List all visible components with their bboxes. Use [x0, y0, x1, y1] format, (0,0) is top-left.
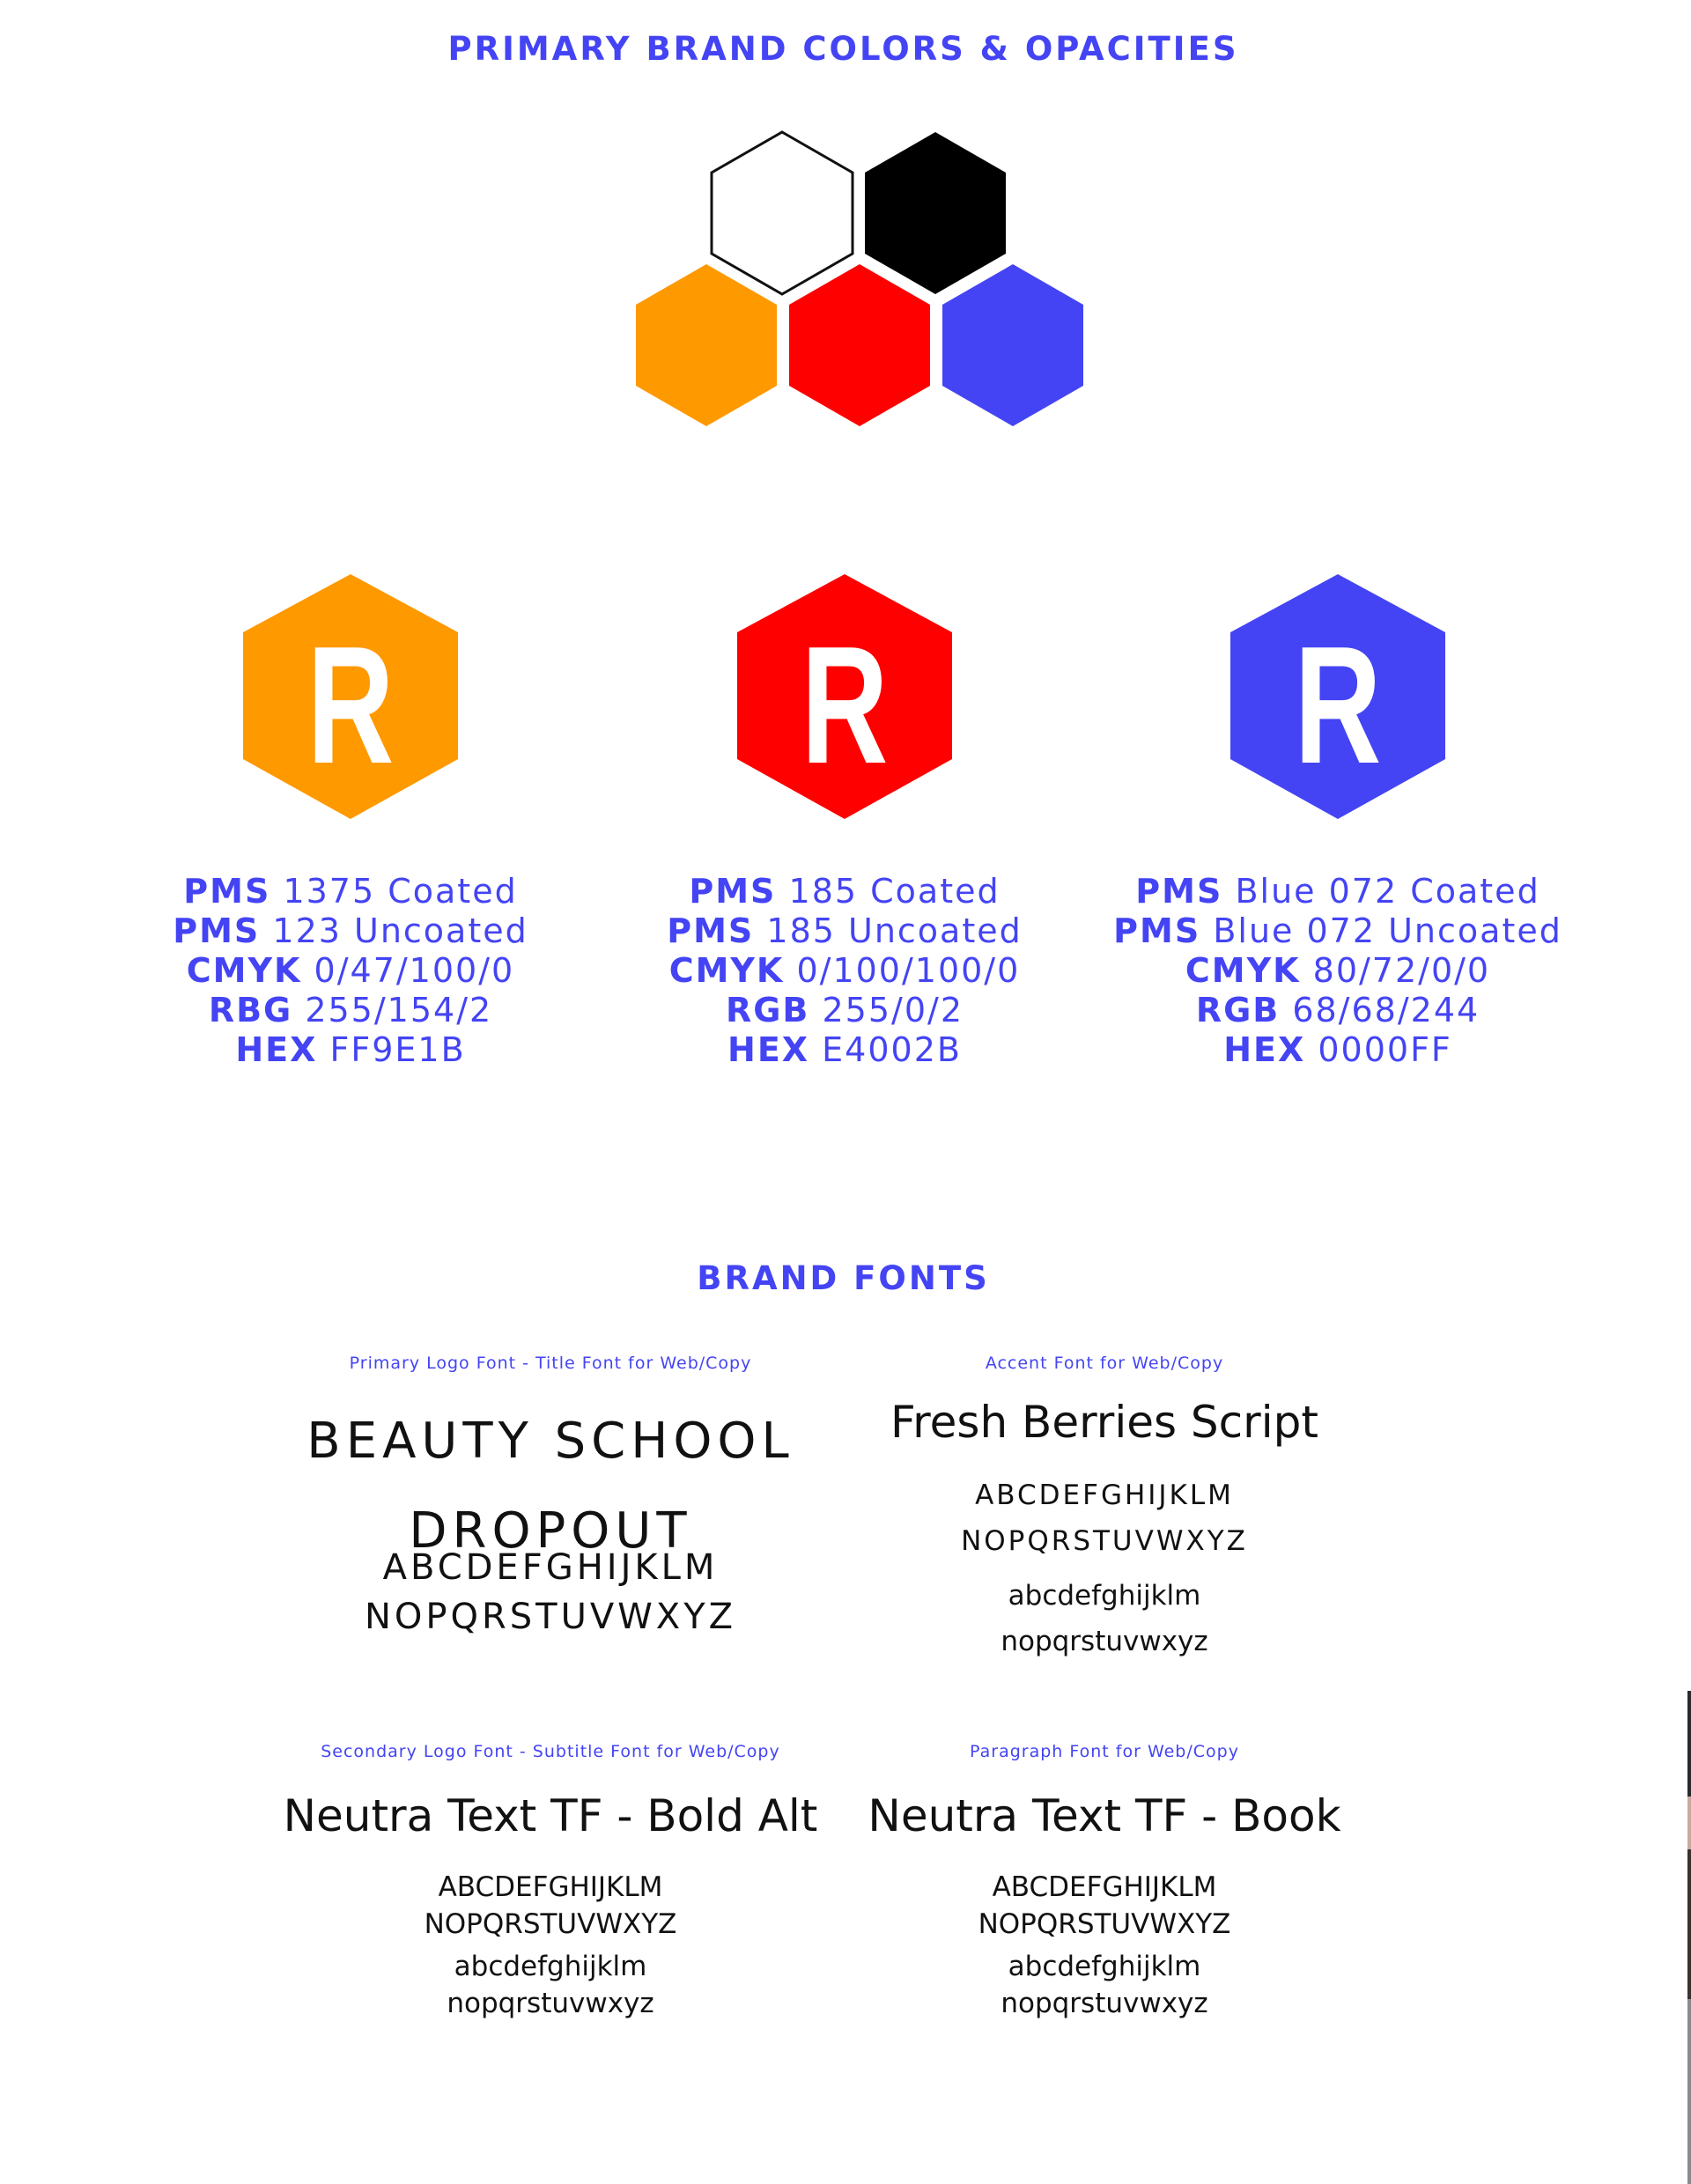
blue-hexagon	[942, 264, 1083, 426]
cmyk-line	[104, 951, 597, 991]
orange-hexagon	[636, 264, 777, 426]
fonts-section-title: BRAND FONTS	[697, 1259, 990, 1297]
red-logo-letter: R	[801, 611, 889, 800]
cmyk-line	[598, 951, 1091, 991]
primary-font-caption: Primary Logo Font - Title Font for Web/Copy	[349, 1354, 752, 1373]
pms-coated-line	[104, 872, 597, 911]
spec-key: HEX	[1223, 1030, 1306, 1069]
white-hexagon	[712, 132, 853, 294]
spec-key: PMS	[667, 911, 755, 950]
spec-key: CMYK	[186, 951, 302, 990]
spec-value: 123 Uncoated	[272, 911, 528, 950]
hex-line	[1091, 1030, 1584, 1070]
accent-font-caption: Accent Font for Web/Copy	[985, 1354, 1224, 1373]
spec-value: E4002B	[822, 1030, 962, 1069]
orange-logo-letter: R	[306, 611, 395, 800]
spec-value: 185 Uncoated	[766, 911, 1023, 950]
uppercase-alphabet-line: NOPQRSTUVWXYZ	[364, 1597, 737, 1637]
spec-value: 0000FF	[1318, 1030, 1452, 1069]
lowercase-alphabet-line: abcdefghijklm	[1008, 1580, 1201, 1612]
black-hexagon	[865, 132, 1006, 294]
lowercase-alphabet-line: nopqrstuvwxyz	[1001, 1988, 1208, 2019]
uppercase-alphabet-line: ABCDEFGHIJKLM	[975, 1479, 1234, 1511]
spec-value: 185 Coated	[788, 872, 1001, 911]
accent-font-uppercase	[796, 1472, 1413, 1564]
red-color-specs	[598, 872, 1091, 1070]
spec-key: RGB	[1195, 991, 1281, 1029]
spec-key: PMS	[1135, 872, 1223, 911]
pms-uncoated-line	[104, 911, 597, 951]
spec-value: 80/72/0/0	[1312, 951, 1491, 990]
secondary-font-name: Neutra Text TF - Bold Alt	[283, 1790, 818, 1841]
spec-value: 0/100/100/0	[796, 951, 1021, 990]
red-hexagon	[789, 264, 930, 426]
spec-key: CMYK	[668, 951, 785, 990]
lowercase-alphabet-line: nopqrstuvwxyz	[1001, 1626, 1208, 1657]
spec-key: PMS	[689, 872, 777, 911]
spec-value: 255/154/2	[305, 991, 493, 1029]
spec-key: PMS	[173, 911, 261, 950]
secondary-font-caption: Secondary Logo Font - Subtitle Font for Web/Copy	[321, 1742, 780, 1761]
accent-font-name: Fresh Berries Script	[890, 1397, 1318, 1448]
cmyk-line	[1091, 951, 1584, 991]
uppercase-alphabet-line: ABCDEFGHIJKLM	[438, 1871, 663, 1903]
rgb-line	[104, 991, 597, 1030]
spec-value: 255/0/2	[822, 991, 964, 1029]
orange-logo-badge	[243, 574, 458, 819]
orange-color-specs	[104, 872, 597, 1070]
lowercase-alphabet-line: abcdefghijklm	[1008, 1951, 1201, 1982]
blue-logo-badge	[1230, 574, 1445, 819]
paragraph-font-alphabet	[796, 1869, 1413, 2022]
rgb-line	[598, 991, 1091, 1030]
spec-key: PMS	[1113, 911, 1201, 950]
paragraph-font-name: Neutra Text TF - Book	[868, 1790, 1341, 1841]
spec-key: HEX	[235, 1030, 318, 1069]
blue-color-specs	[1091, 872, 1584, 1070]
spec-key: PMS	[183, 872, 271, 911]
spec-key: HEX	[727, 1030, 810, 1069]
uppercase-alphabet-line: NOPQRSTUVWXYZ	[961, 1525, 1248, 1557]
pms-uncoated-line	[598, 911, 1091, 951]
secondary-font-alphabet	[242, 1869, 859, 2022]
spec-value: Blue 072 Coated	[1235, 872, 1540, 911]
red-logo-badge	[737, 574, 952, 819]
spec-value: FF9E1B	[329, 1030, 466, 1069]
edge-photo-strip	[1687, 1999, 1691, 2184]
lowercase-alphabet-line: abcdefghijklm	[454, 1951, 647, 1982]
spec-key: CMYK	[1185, 951, 1301, 990]
hex-line	[598, 1030, 1091, 1070]
uppercase-alphabet-line: NOPQRSTUVWXYZ	[978, 1908, 1231, 1940]
pms-uncoated-line	[1091, 911, 1584, 951]
spec-value: Blue 072 Uncoated	[1213, 911, 1562, 950]
primary-sample-line: BEAUTY SCHOOL	[306, 1413, 794, 1470]
uppercase-alphabet-line: NOPQRSTUVWXYZ	[424, 1908, 677, 1940]
edge-photo-strip	[1687, 1797, 1691, 1849]
pms-coated-line	[598, 872, 1091, 911]
lowercase-alphabet-line: nopqrstuvwxyz	[447, 1988, 654, 2019]
uppercase-alphabet-line: ABCDEFGHIJKLM	[992, 1871, 1217, 1903]
colors-section-title: PRIMARY BRAND COLORS & OPACITIES	[447, 30, 1239, 68]
rgb-line	[1091, 991, 1584, 1030]
spec-value: 1375 Coated	[283, 872, 518, 911]
blue-logo-letter: R	[1294, 611, 1382, 800]
primary-sample-line: DROPOUT	[409, 1502, 692, 1560]
color-hexagon-cluster	[0, 0, 1691, 863]
paragraph-font-caption: Paragraph Font for Web/Copy	[970, 1742, 1239, 1761]
accent-font-lowercase	[796, 1573, 1413, 1664]
uppercase-alphabet-line: ABCDEFGHIJKLM	[382, 1547, 719, 1588]
spec-key: RGB	[725, 991, 810, 1029]
spec-key: RBG	[208, 991, 293, 1029]
edge-photo-strip	[1687, 1849, 1691, 1999]
pms-coated-line	[1091, 872, 1584, 911]
primary-font-alphabet	[242, 1543, 859, 1642]
spec-value: 68/68/244	[1292, 991, 1481, 1029]
spec-value: 0/47/100/0	[314, 951, 515, 990]
hex-line	[104, 1030, 597, 1070]
edge-photo-strip	[1687, 1691, 1691, 1797]
